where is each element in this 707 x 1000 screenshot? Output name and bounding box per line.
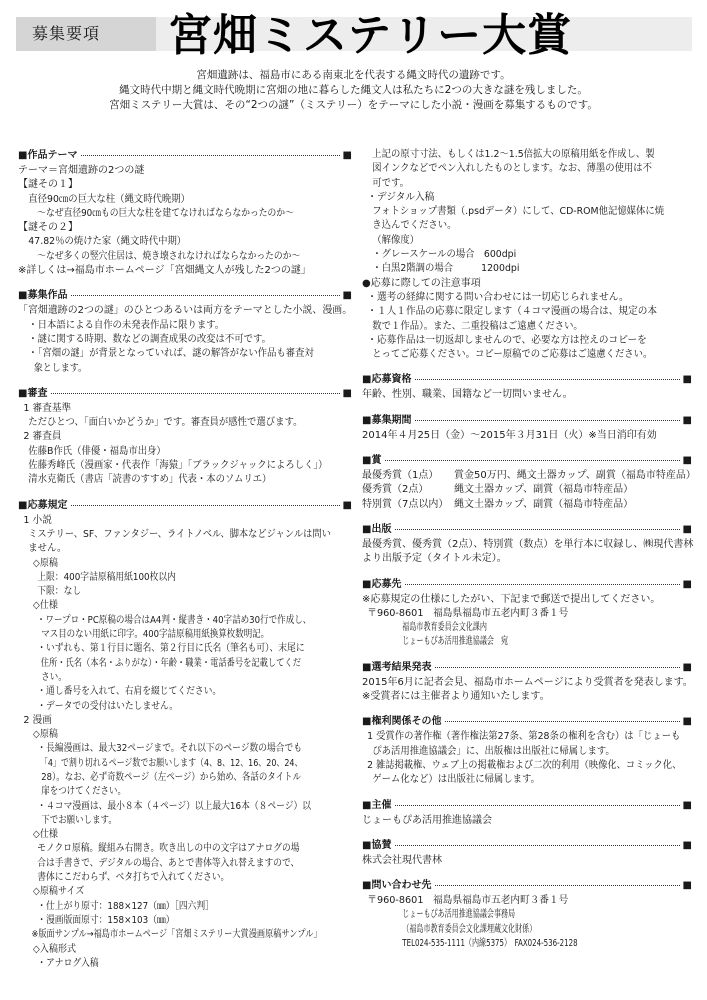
section-heading-label: ■応募先: [362, 579, 405, 590]
square-bullet-icon: ■: [682, 578, 692, 590]
prize-row: [362, 498, 692, 512]
section-heading-label: ■作品テーマ: [18, 150, 81, 161]
text-line: 合は手書きで、デジタルの場合、あとで書体等入れ替えますので、: [37, 857, 300, 869]
text-line: ・日本語による自作の未発表作品に限ります。: [28, 319, 225, 331]
text-line: じょーもぴあ活用推進協議会事務局: [402, 909, 516, 921]
prize-name: 優秀賞（2点）: [362, 484, 429, 496]
intro-text: [0, 68, 707, 113]
section: [18, 148, 352, 278]
text-line: ただひとつ、「面白いかどうか」です。審査員が感性で選びます。: [28, 417, 303, 429]
page-title: 宮畑ミステリー大賞: [168, 10, 573, 61]
section-heading-label: ■応募資格: [362, 374, 415, 385]
dotted-rule: [18, 393, 352, 394]
text-line: （福島市教育委員会文化課埋蔵文化財係）: [402, 923, 537, 935]
prize-row: [362, 469, 696, 483]
section: [362, 878, 692, 951]
section-heading: [362, 413, 692, 428]
recruitment-guidelines-badge: 募集要項: [16, 17, 156, 51]
text-line: 佐藤B作氏（俳優・福島市出身）: [28, 445, 166, 457]
text-line: 1 小説: [23, 514, 52, 526]
text-line: 上記の原寸寸法、もしくは1.2～1.5倍拡大の原稿用紙を作成し、製: [372, 149, 655, 160]
text-line: モノクロ原稿。縦組み右開き。吹き出しの中の文字はアナログの場: [37, 843, 300, 855]
text-line: ・グレースケールの場合 600dpi: [372, 249, 517, 261]
square-bullet-icon: ■: [682, 455, 692, 467]
section-heading-label: ■権利関係その他: [362, 716, 445, 727]
text-line: き込んでください。: [372, 220, 457, 232]
section: [362, 372, 692, 402]
section-heading-label: ■選考結果発表: [362, 662, 435, 673]
text-line: 上限：400字詰原稿用紙100枚以内: [37, 571, 176, 583]
continued-text: [362, 148, 692, 362]
text-line: ミステリー、SF、ファンタジー、ライトノベル、脚本などジャンルは問い: [28, 528, 331, 540]
section-heading-label: ■主催: [362, 800, 395, 811]
right-column: [362, 148, 696, 961]
square-bullet-icon: ■: [682, 880, 692, 892]
text-line: ・「宮畑の謎」が背景となっていれば、謎の解答がない作品も審査対: [28, 348, 314, 360]
text-line: 47.82％の焼けた家（縄文時代中期）: [28, 236, 187, 248]
text-line: ※詳しくは→福島市ホームページ「宮畑縄文人が残した2つの謎」: [18, 265, 311, 277]
section: [362, 838, 692, 868]
text-line: 下でお願いします。: [41, 814, 117, 826]
text-line: TEL024-535-1111（内線5375） FAX024-536-2128: [402, 937, 578, 949]
text-line: 最優秀賞、優秀賞（2点）、特別賞（数点）を単行本に収録し、㈱現代書林: [362, 538, 694, 550]
section: [362, 577, 692, 650]
section-heading: [362, 453, 692, 468]
square-bullet-icon: ■: [342, 290, 352, 302]
text-line: 清水克衛氏（書店「読書のすすめ」代表・本のソムリエ）: [28, 474, 272, 486]
section-heading: [362, 522, 692, 537]
text-line: じょーもぴあ活用推進協議会 宛: [402, 636, 509, 648]
square-bullet-icon: ■: [342, 499, 352, 511]
dotted-rule: [362, 805, 692, 806]
section-heading: [362, 372, 692, 387]
prize-row: [362, 483, 692, 497]
text-line: ・アナログ入稿: [37, 957, 99, 969]
section-heading: [362, 714, 692, 729]
section-heading: [362, 660, 692, 675]
prize-detail: 賞金50万円、縄文土器カップ、副賞（福島市特産品）: [454, 470, 696, 482]
text-line: ぴあ活用推進協議会」に、出版権は出版社に帰属します。: [372, 745, 615, 757]
text-line: とってご応募ください。コピー原稿でのご応募はご遠慮ください。: [372, 349, 653, 361]
text-line: ◇原稿サイズ: [32, 886, 85, 898]
text-line: 書体にこだわらず、ベタ打ちで入れてください。: [37, 872, 230, 884]
section-heading: [362, 577, 692, 592]
text-line: 「宮畑遺跡の2つの謎」のひとつあるいは両方をテーマとした小説、漫画。: [18, 305, 353, 317]
dotted-rule: [362, 845, 692, 846]
text-line: 1 審査基準: [23, 402, 72, 414]
prize-detail: 縄文土器カップ、副賞（福島市特産品）: [454, 484, 634, 496]
text-line: ゲーム化など）は出版社に帰属します。: [372, 774, 540, 786]
text-line: 2015年6月に記者会見、福島市ホームページにより受賞者を発表します。: [362, 676, 693, 688]
section-heading: [362, 878, 692, 893]
section-heading-label: ■審査: [18, 388, 51, 399]
section: [362, 453, 696, 512]
text-line: 図インクなどでペン入れしたものとします。なお、薄墨の使用は不: [372, 163, 652, 175]
text-line: ・漫画版面原寸：158×103（㎜）: [37, 914, 175, 926]
intro-line: 宮畑ミステリー大賞は、その“2つの謎”（ミステリー）をテーマにした小説・漫画を募集するものです。: [109, 99, 598, 111]
text-line: 【謎その２】: [18, 222, 78, 234]
text-line: 年齢、性別、職業、国籍など一切問いません。: [362, 389, 573, 401]
text-line: 株式会社現代書林: [362, 854, 442, 866]
section-heading-label: ■応募規定: [18, 500, 71, 511]
square-bullet-icon: ■: [682, 374, 692, 386]
text-line: ・データでの受付はいたしません。: [37, 700, 179, 712]
text-line: 扉をつけてください。: [41, 786, 126, 798]
text-line: 数で１作品）。また、二重投稿はご遠慮ください。: [372, 320, 583, 332]
text-line: ◇原稿: [32, 729, 58, 741]
left-column: [18, 148, 352, 981]
text-line: ・１人１作品の応募に限定します（４コマ漫画の場合は、規定の本: [367, 306, 658, 318]
text-line: ◇仕様: [32, 829, 58, 841]
text-line: （解像度）: [372, 234, 420, 246]
text-line: ・白黒2階調の場合 1200dpi: [372, 263, 520, 275]
square-bullet-icon: ■: [682, 799, 692, 811]
text-line: 【謎その１】: [18, 179, 78, 191]
section-heading-label: ■協賛: [362, 840, 395, 851]
square-bullet-icon: ■: [342, 150, 352, 161]
section-heading: [362, 838, 692, 853]
section-heading-label: ■問い合わせ先: [362, 880, 435, 891]
square-bullet-icon: ■: [682, 716, 692, 728]
section: [18, 498, 352, 972]
dotted-rule: [362, 460, 692, 461]
text-line: ～なぜ多くの竪穴住居は、焼き壊されなければならなかったのか～: [37, 250, 301, 262]
text-line: 可です。: [372, 177, 409, 189]
prize-name: 特別賞（7点以内）: [362, 498, 449, 510]
text-line: ※受賞者には主催者より通知いたします。: [362, 691, 550, 703]
prize-name: 最優秀賞（1点）: [362, 470, 439, 482]
text-line: マス目のない用紙に印字。400字詰原稿用紙換算枚数明記。: [41, 629, 270, 641]
text-line: フォトショップ書類（.psdデータ）にして、CD-ROM他記憶媒体に焼: [372, 206, 665, 218]
section-heading: [362, 798, 692, 813]
text-line: 下限：なし: [37, 586, 82, 598]
text-line: テーマ＝宮畑遺跡の2つの謎: [18, 165, 145, 176]
text-line: ません。: [28, 543, 67, 555]
square-bullet-icon: ■: [682, 414, 692, 426]
text-line: 福島市教育委員会文化課内: [402, 622, 487, 634]
section: [362, 660, 692, 705]
section: [18, 288, 352, 375]
square-bullet-icon: ■: [682, 661, 692, 673]
section-heading-label: ■出版: [362, 524, 395, 535]
text-line: ・４コマ漫画は、最小８本（４ページ）以上最大16本（８ページ）以: [37, 800, 312, 812]
text-line: 1 受賞作の著作権（著作権法第27条、第28条の権利を含む）は「じょーも: [367, 731, 681, 743]
section: [362, 522, 692, 567]
text-line: ◇入稿形式: [32, 943, 77, 955]
square-bullet-icon: ■: [342, 387, 352, 399]
intro-line: 宮畑遺跡は、福島市にある南東北を代表する縄文時代の遺跡です。: [196, 69, 511, 81]
section-heading: [18, 386, 352, 401]
section-heading: [18, 498, 352, 513]
square-bullet-icon: ■: [682, 839, 692, 851]
text-line: 〒960-8601 福島県福島市五老内町３番１号: [367, 895, 569, 907]
text-line: ●応募に際しての注意事項: [362, 277, 481, 289]
text-line: 直径90㎝の巨大な柱（縄文時代晩期）: [28, 193, 191, 205]
section-heading-label: ■募集作品: [18, 290, 71, 301]
text-line: ◇仕様: [32, 600, 58, 612]
text-line: ・応募作品は一切返却しませんので、必要な方は控えのコピーを: [367, 334, 647, 346]
prize-detail: 縄文土器カップ、副賞（福島市特産品）: [454, 498, 634, 510]
text-line: 2 審査員: [23, 431, 62, 443]
text-line: ・通し番号を入れて、右肩を綴じてください。: [37, 686, 222, 698]
text-line: ※応募規定の仕様にしたがい、下記まで郵送で提出してください。: [362, 593, 661, 605]
text-line: 28）。なお、必ず奇数ページ（左ページ）から始め、各話のタイトル: [41, 771, 301, 783]
intro-line: 縄文時代中期と縄文時代晩期に宮畑の地に暮らした縄文人は私たちに2つの大きな謎を残しました。: [119, 84, 588, 96]
text-line: じょーもぴあ活用推進協議会: [362, 814, 492, 826]
square-bullet-icon: ■: [682, 523, 692, 535]
text-line: 佐藤秀峰氏（漫画家・代表作「海猿」「ブラックジャックによろしく」）: [28, 460, 328, 472]
text-line: 象とします。: [33, 362, 88, 374]
text-line: ・仕上がり原寸：188×127（㎜）［四六判］: [37, 900, 214, 912]
text-line: ◇原稿: [32, 557, 58, 569]
text-line: 2014年４月25日（金）～2015年３月31日（火）※当日消印有効: [362, 429, 657, 441]
text-line: ※版面サンプル→福島市ホームページ「宮畑ミステリー大賞漫画原稿サンプル」: [31, 929, 322, 941]
text-line: ・いずれも、第１行目に題名、第２行目に氏名（筆名も可）、末尾に: [37, 643, 305, 655]
text-line: さい。: [41, 671, 67, 683]
text-line: 「4」で割り切れるページ数でお願いします（4、8、12、16、20、24、: [39, 757, 303, 769]
section: [18, 386, 352, 488]
text-line: ・デジタル入稿: [367, 191, 435, 203]
dotted-rule: [362, 584, 692, 585]
text-line: より出版予定（タイトル未定）。: [362, 553, 507, 565]
section: [362, 798, 692, 828]
dotted-rule: [362, 529, 692, 530]
text-line: 2 雑誌掲載権、ウェブ上の掲載権および二次的利用（映像化、コミック化、: [367, 759, 682, 771]
text-line: ・謎に関する時期、数などの調査成果の改変は不可です。: [28, 333, 271, 345]
section: [362, 413, 692, 443]
text-line: ・長編漫画は、最大32ページまで。それ以下のページ数の場合でも: [37, 743, 303, 755]
section-heading-label: ■募集期間: [362, 415, 415, 426]
text-line: 〒960-8601 福島県福島市五老内町３番１号: [367, 607, 569, 619]
text-line: ～なぜ直径90㎝もの巨大な柱を建てなければならなかったのか～: [37, 207, 294, 219]
section-heading: [18, 148, 352, 163]
section-heading: [18, 288, 352, 303]
section-heading-label: ■賞: [362, 455, 385, 466]
text-line: ・選考の経緯に関する問い合わせには一切応じられません。: [367, 291, 629, 303]
text-line: 住所・氏名（本名・ふりがな）・年齢・職業・電話番号を記載してくだ: [40, 657, 301, 669]
section: [362, 714, 692, 787]
text-line: 2 漫画: [23, 714, 52, 726]
text-line: ・ワープロ・PC原稿の場合はA4判・縦書き・40字詰め30行で作成し、: [36, 614, 312, 626]
